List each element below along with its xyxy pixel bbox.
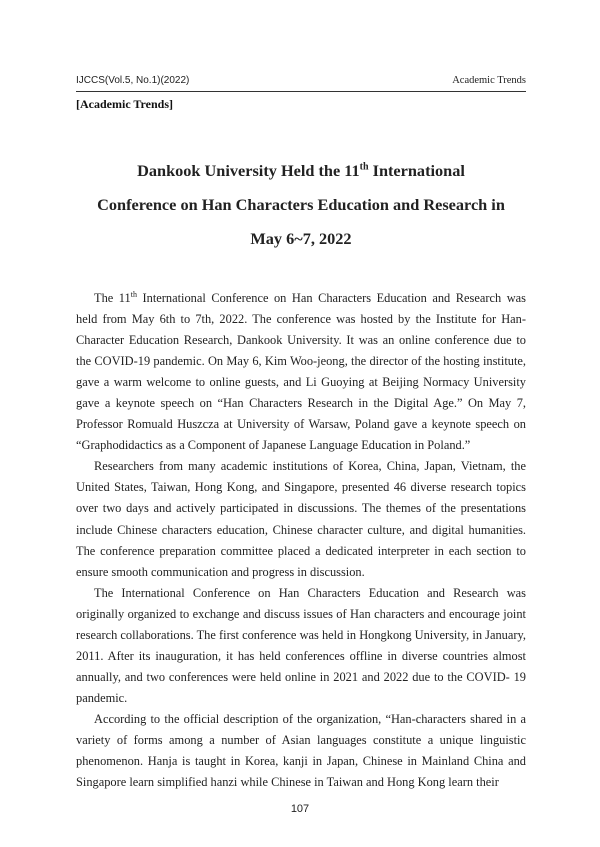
header-rule [76,91,526,92]
journal-citation: IJCCS(Vol.5, No.1)(2022) [76,75,190,86]
title-line-1-end: International [368,161,465,180]
article-body [76,288,526,793]
paragraph-1-superscript: th [130,289,137,299]
paragraph-1 [76,288,526,456]
title-line-1 [76,154,526,188]
paragraph-1-start: The 11 [94,291,131,305]
title-line-3: May 6~7, 2022 [250,229,352,248]
title-superscript: th [359,161,369,173]
section-label: [Academic Trends] [76,97,173,111]
header-section-name: Academic Trends [452,75,526,86]
paragraph-4: According to the official description of the organization, “Han-characters shared in a variety of forms among a number of Asian languages constitute a unique linguistic phenomenon. Hanja is taught in Korea, kanji in Japan, Chinese in Mainland China and Singapore learn simplified hanzi while Chinese in Taiwan and Hong Kong learn their [76,711,526,790]
title-line-2: Conference on Han Characters Education and Research in [97,195,505,214]
running-header [76,75,526,91]
paragraph-1-text: International Conference on Han Characters Education and Research was held from May 6th to 7th, 2022. The conference was hosted by the Institute for Han-Character Education Research, Dankook University. It was an online conference due to the COVID-19 pandemic. On May 6, Kim Woo-jeong, the director of the hosting institute, gave a warm welcome to online guests, and Li Guoying at Beijing Normacy University gave a keynote speech on “Han Characters Research in the Digital Age.” On May 7, Professor Romuald Huszcza at University of Warsaw, Poland gave a keynote speech on “Graphodidactics as a Component of Japanese Language Education in Poland.” [76,291,526,453]
page-number: 107 [290,803,310,815]
article-title [76,154,526,256]
paragraph-2: Researchers from many academic institutions of Korea, China, Japan, Vietnam, the United States, Taiwan, Hong Kong, and Singapore, presented 46 diverse research topics over two days and actively participated in discussions. The themes of the presentations include Chinese characters education, Chinese character culture, and digital humanities. The conference preparation committee placed a dedicated interpreter in each section to ensure smooth communication and progress in discussion. [76,459,526,579]
title-line-1-start: Dankook University Held the 11 [137,161,360,180]
paragraph-3: The International Conference on Han Characters Education and Research was originally organized to exchange and discuss issues of Han characters and encourage joint research collaborations. The first conference was held in Hongkong University, in January, 2011. After its inauguration, it has held conferences offline in diverse countries almost annually, and two conferences were held online in 2021 and 2022 due to the COVID- 19 pandemic. [76,585,526,705]
